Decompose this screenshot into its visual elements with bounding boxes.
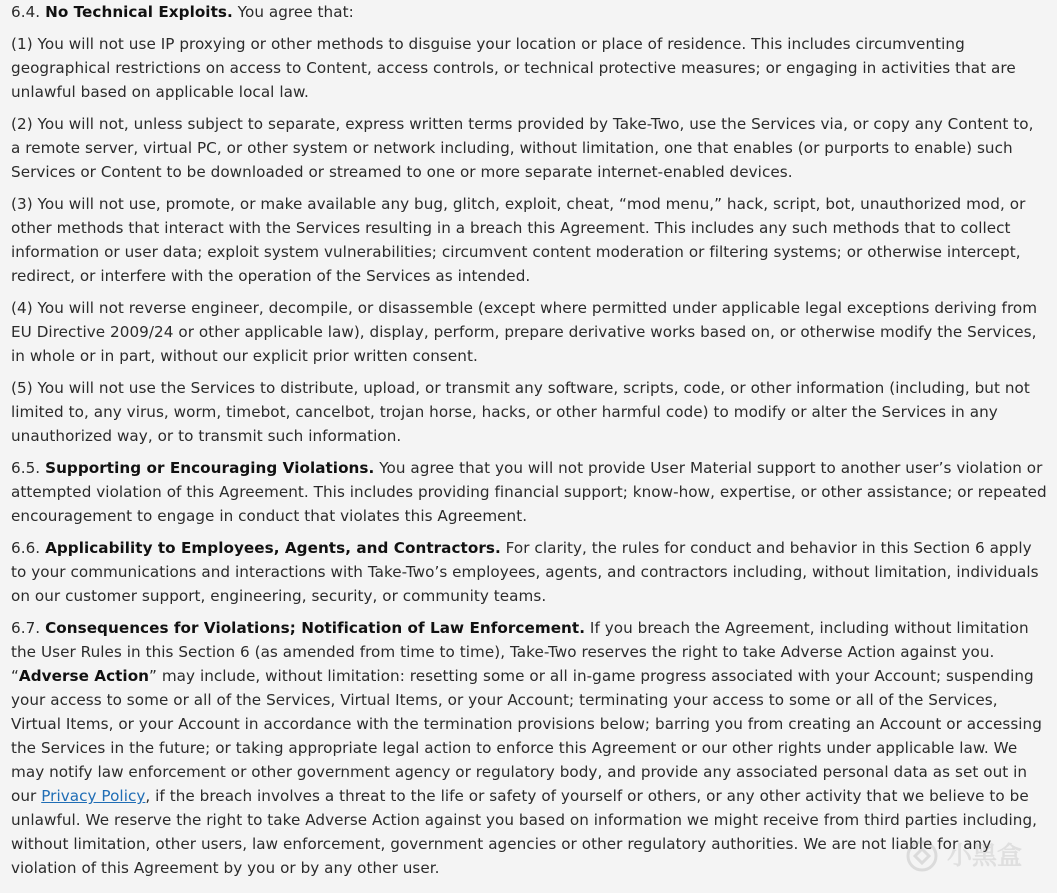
rule-item-4: (4) You will not reverse engineer, decompile, or disassemble (except where permitted under applicable legal exceptions deriving from EU Directive 2009/24 or other applicable law), display, perform, prepare derivative works based on, or otherwise modify the Services, in whole or in part, without our explicit prior written consent. [11,299,1038,365]
rule-item-3: (3) You will not use, promote, or make available any bug, glitch, exploit, cheat, “mod menu,” hack, script, bot, unauthorized mod, or other methods that interact with the Services resulting in a breach this Agreement. This includes any such methods that to collect information or user data; exploit system vulnerabilities; circumvent content moderation or filtering systems; or otherwise intercept, redirect, or interfere with the operation of the Services as intended. [11,195,1026,285]
section-body: You agree that you will not provide User Material support to another user’s violation or attempted violation of this Agreement. This includes providing financial support; know-how, expertise, or other assistance; or repeated encouragement to engage in conduct that violates this Agreement. [11,459,1047,525]
heybox-logo-icon [905,839,939,873]
section-number: 6.6. [11,539,41,557]
rule-item-2: (2) You will not, unless subject to separate, express written terms provided by Take-Two, use the Services via, or copy any Content to, a remote server, virtual PC, or other system or network including, without limitation, one that enables (or purports to enable) such Services or Content to be downloaded or streamed to one or more separate internet-enabled devices. [11,115,1034,181]
watermark-text: 小黑盒 [947,841,1023,870]
privacy-policy-link[interactable]: Privacy Policy [41,787,146,805]
rule-item-1: (1) You will not use IP proxying or other methods to disguise your location or place of residence. This includes circumventing geographical restrictions on access to Content, access controls, or technical protective measures; or engaging in activities that are unlawful based on applicable local law. [11,35,1016,101]
section-intro: You agree that: [232,3,354,21]
section-body-part-3: , if the breach involves a threat to the life or safety of yourself or others, or any other activity that we believe to be unlawful. We reserve the right to take Adverse Action against you based on information we might receive from third parties including, without limitation, other users, law enforcement, government agencies or other regulatory authorities. We are not liable for any violation of this Agreement by you or by any other user. [11,787,1038,877]
section-6-5 [11,456,1047,528]
section-heading: No Technical Exploits. [45,3,233,21]
section-body: For clarity, the rules for conduct and behavior in this Section 6 apply to your communications and interactions with Take-Two’s employees, agents, and contractors including, without limitation, individuals on our customer support, engineering, security, or community teams. [11,539,1039,605]
watermark [905,839,1031,873]
section-number: 6.7. [11,619,41,637]
section-number: 6.5. [11,459,41,477]
rule-item-5: (5) You will not use the Services to distribute, upload, or transmit any software, scripts, code, or other information (including, but not limited to, any virus, worm, timebot, cancelbot, trojan horse, hacks, or other harmful code) to modify or alter the Services in any unauthorized way, or to transmit such information. [11,379,1030,445]
section-body-part-1: If you breach the Agreement, including without limitation the User Rules in this Section 6 (as amended from time to time), Take-Two reserves the right to take Adverse Action against you. “ [11,619,1029,685]
section-6-4 [11,0,1047,24]
section-body-part-2: ” may include, without limitation: resetting some or all in-game progress associated with your Account; suspending your access to some or all of the Services, Virtual Items, or your Account; terminating your access to some or all of the Services, Virtual Items, or your Account in accordance with the termination provisions below; barring you from creating an Account or accessing the Services in the future; or taking appropriate legal action to enforce this Agreement or our other rights under applicable law. We may notify law enforcement or other government agency or regulatory body, and provide any associated personal data as set out in our [11,667,1042,805]
section-6-7 [11,616,1047,880]
defined-term: Adverse Action [18,667,150,685]
section-heading: Supporting or Encouraging Violations. [45,459,375,477]
terms-document [11,0,1047,888]
section-heading: Applicability to Employees, Agents, and Contractors. [45,539,501,557]
section-heading: Consequences for Violations; Notification of Law Enforcement. [45,619,586,637]
section-number: 6.4. [11,3,41,21]
section-6-6 [11,536,1047,608]
